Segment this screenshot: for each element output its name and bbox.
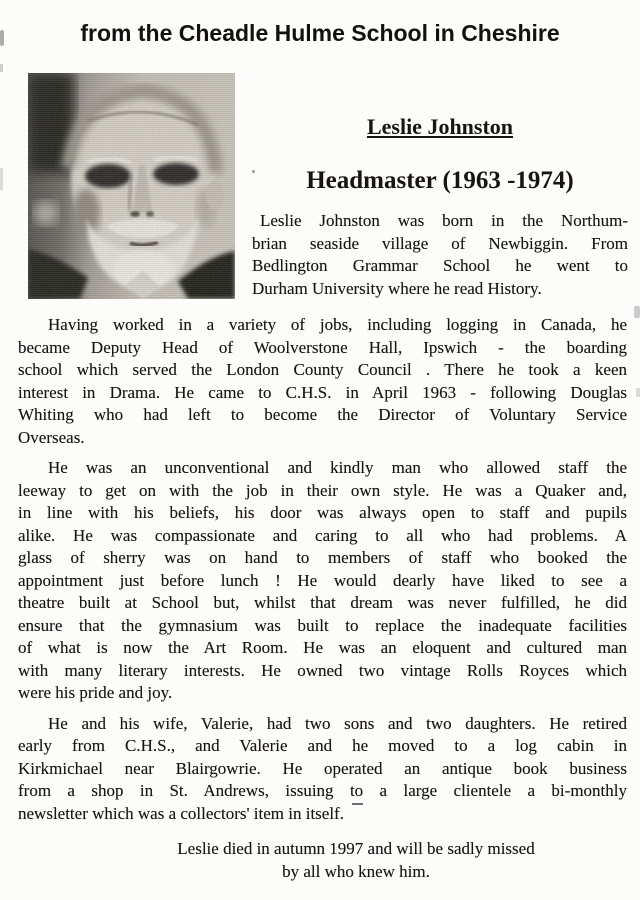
text-line: were his pride and joy. — [18, 683, 173, 702]
name-heading: Leslie Johnston — [366, 114, 514, 139]
text-line: He and his wife, Valerie, had two sons and two daughters. He retired — [48, 713, 627, 733]
page-title: from the Cheadle Hulme School in Cheshire — [80, 20, 560, 46]
scan-artifact — [636, 388, 640, 397]
profile-header — [252, 114, 628, 300]
text-line: from a shop in St. Andrews, issuing to a large clientele a bi-monthly — [18, 781, 627, 800]
text-line: school which served the London County Council . There he took a keen — [18, 360, 627, 379]
text-line: Leslie Johnston was born in the Northum- — [260, 211, 628, 230]
paragraph-character — [18, 457, 627, 705]
intro-paragraph — [252, 210, 628, 300]
text-line: by all who knew him. — [282, 861, 430, 881]
text-line: Having worked in a variety of jobs, including logging in Canada, he — [48, 315, 627, 334]
text-line: He was an unconventional and kindly man who allowed staff the — [48, 458, 627, 477]
film-grain-overlay — [28, 73, 235, 299]
text-line: interest in Drama. He came to C.H.S. in April 1963 - following Douglas — [18, 382, 627, 402]
text-line: Kirkmichael near Blairgowrie. He operated an antique book business — [18, 758, 627, 778]
text-line: became Deputy Head of Woolverstone Hall, Ipswich - the boarding — [18, 337, 627, 357]
text-line: Overseas. — [18, 427, 85, 447]
scan-artifact — [634, 306, 640, 318]
text-line: of what is now the Art Room. He was an eloquent and cultured man — [18, 638, 627, 657]
text-line: leeway to get on with the job in their own style. He was a Quaker and, — [18, 480, 627, 500]
portrait-photo-image — [28, 73, 235, 299]
text-line: Bedlington Grammar School he went to — [252, 256, 628, 275]
text-line: early from C.H.S., and Valerie and he moved to a log cabin in — [18, 736, 627, 755]
text-line: Leslie died in autumn 1997 and will be sadly missed — [177, 839, 535, 858]
text-line: theatre built at School but, whilst that dream was never fulfilled, he did — [18, 593, 627, 612]
portrait-photo — [28, 73, 235, 299]
text-line: ensure that the gymnasium was built to replace the inadequate facilities — [18, 615, 627, 635]
closing-note — [85, 838, 627, 883]
text-line: newsletter which was a collectors' item in itself. — [18, 803, 344, 823]
scan-artifact — [0, 168, 3, 190]
text-line: appointment just before lunch ! He would dearly have liked to see a — [18, 570, 627, 590]
text-line: Whiting who had left to become the Director of Voluntary Service — [18, 405, 627, 424]
paragraph-career — [18, 314, 627, 449]
tenure-heading: Headmaster (1963 -1974) — [306, 167, 574, 194]
text-line: with many literary interests. He owned two vintage Rolls Royces which — [18, 660, 627, 680]
text-line: Durham University where he read History. — [252, 278, 542, 298]
article-body — [18, 314, 627, 883]
text-line: brian seaside village of Newbiggin. From — [252, 233, 628, 253]
text-line: in line with his beliefs, his door was always open to staff and pupils — [18, 503, 627, 522]
paragraph-family — [18, 713, 627, 826]
text-line: glass of sherry was on hand to members of staff who booked the — [18, 548, 627, 567]
text-line: alike. He was compassionate and caring to all who had problems. A — [18, 525, 627, 545]
scan-artifact — [0, 64, 3, 72]
